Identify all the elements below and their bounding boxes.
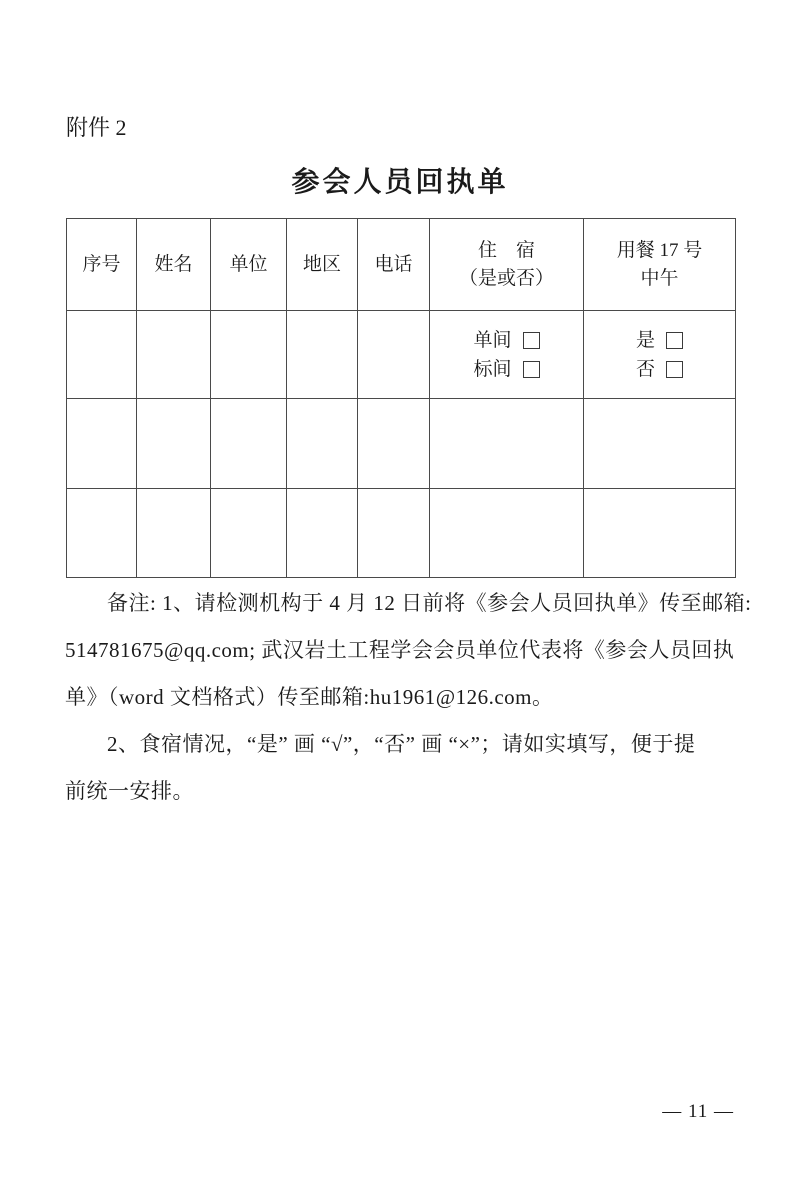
empty-cell bbox=[430, 489, 584, 578]
notes-section bbox=[65, 580, 752, 815]
empty-cell bbox=[430, 399, 584, 489]
header-cell-serial bbox=[67, 219, 137, 311]
table-row bbox=[67, 489, 736, 578]
empty-cell bbox=[358, 399, 430, 489]
meal-option-no bbox=[584, 355, 735, 384]
header-sublabel: 中午 bbox=[640, 267, 679, 289]
meal-option-yes bbox=[584, 326, 735, 355]
header-label: 姓名 bbox=[154, 253, 193, 275]
checkbox-meal-no bbox=[666, 361, 683, 378]
header-sublabel: （是或否） bbox=[458, 267, 554, 289]
note-line-3: 单》（word 文档格式）传至邮箱:hu1961@126.com。 bbox=[65, 685, 554, 709]
note-line-5: 前统一安排。 bbox=[65, 779, 194, 803]
empty-cell bbox=[67, 311, 137, 399]
empty-cell bbox=[137, 399, 211, 489]
header-cell-phone bbox=[358, 219, 430, 311]
header-cell-meal bbox=[584, 219, 736, 311]
empty-cell bbox=[287, 489, 358, 578]
note-line-2: 514781675@qq.com; 武汉岩土工程学会会员单位代表将《参会人员回执 bbox=[65, 638, 735, 662]
header-label: 电话 bbox=[374, 253, 413, 275]
empty-cell bbox=[287, 311, 358, 399]
empty-cell bbox=[358, 311, 430, 399]
page-title: 参会人员回执单 bbox=[291, 167, 509, 198]
page-number: — 11 — bbox=[662, 1101, 734, 1122]
header-label: 序号 bbox=[82, 253, 121, 275]
header-label: 住 宿 bbox=[477, 239, 535, 261]
option-label: 否 bbox=[635, 358, 655, 380]
lodging-option-single bbox=[430, 326, 583, 355]
header-cell-region bbox=[287, 219, 358, 311]
note-line-4: 2、食宿情况，“是” 画 “√”，“否” 画 “×”；请如实填写，便于提 bbox=[107, 732, 696, 756]
empty-cell bbox=[211, 489, 287, 578]
note-line-1: 备注: 1、请检测机构于 4 月 12 日前将《参会人员回执单》传至邮箱: bbox=[107, 591, 752, 615]
empty-cell bbox=[211, 399, 287, 489]
checkbox-single-room bbox=[523, 332, 540, 349]
option-label: 单间 bbox=[473, 329, 512, 351]
attachment-label: 附件 2 bbox=[66, 115, 127, 140]
empty-cell bbox=[137, 311, 211, 399]
empty-cell bbox=[67, 489, 137, 578]
header-label: 单位 bbox=[229, 253, 268, 275]
empty-cell bbox=[137, 489, 211, 578]
empty-cell bbox=[67, 399, 137, 489]
table-header-row bbox=[67, 219, 736, 311]
empty-cell bbox=[211, 311, 287, 399]
table-row bbox=[67, 311, 736, 399]
checkbox-meal-yes bbox=[666, 332, 683, 349]
empty-cell bbox=[584, 399, 736, 489]
header-label: 地区 bbox=[302, 253, 341, 275]
meal-options-cell bbox=[584, 311, 736, 399]
header-label: 用餐 17 号 bbox=[616, 239, 703, 261]
empty-cell bbox=[287, 399, 358, 489]
option-label: 标间 bbox=[473, 358, 512, 380]
option-label: 是 bbox=[635, 329, 655, 351]
header-cell-name bbox=[137, 219, 211, 311]
header-cell-unit bbox=[211, 219, 287, 311]
checkbox-standard-room bbox=[523, 361, 540, 378]
header-cell-lodging bbox=[430, 219, 584, 311]
empty-cell bbox=[358, 489, 430, 578]
empty-cell bbox=[584, 489, 736, 578]
table-row bbox=[67, 399, 736, 489]
lodging-options-cell bbox=[430, 311, 584, 399]
reply-form-table bbox=[66, 218, 736, 578]
lodging-option-standard bbox=[430, 355, 583, 384]
